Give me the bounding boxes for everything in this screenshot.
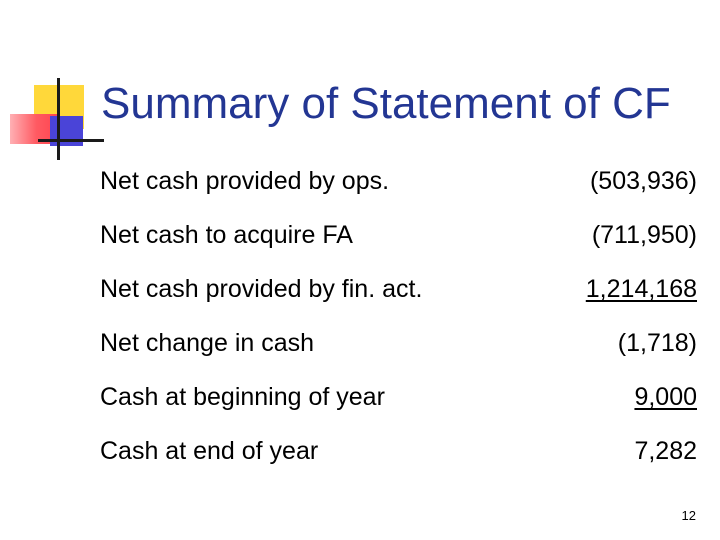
- summary-row: [100, 164, 697, 198]
- row-label: Net cash to acquire FA: [100, 221, 353, 249]
- row-value: (1,718): [617, 329, 697, 357]
- row-label: Net cash provided by ops.: [100, 167, 390, 195]
- row-label: Cash at end of year: [100, 437, 319, 465]
- row-value: (503,936): [589, 167, 697, 195]
- row-label: Net cash provided by fin. act.: [100, 275, 423, 303]
- slide-title: Summary of Statement of CF: [101, 79, 671, 128]
- row-value: 7,282: [634, 437, 697, 465]
- summary-row: [100, 380, 697, 414]
- row-value: 9,000: [634, 383, 697, 411]
- summary-row: [100, 434, 697, 468]
- row-label: Cash at beginning of year: [100, 383, 385, 411]
- summary-row: [100, 326, 697, 360]
- page-number: 12: [681, 508, 696, 523]
- row-value: (711,950): [591, 221, 697, 249]
- row-label: Net change in cash: [100, 329, 315, 357]
- summary-row: [100, 218, 697, 252]
- summary-row: [100, 272, 697, 306]
- logo-horizontal-line: [38, 139, 104, 142]
- logo-vertical-line: [57, 78, 60, 160]
- row-value: 1,214,168: [585, 275, 697, 303]
